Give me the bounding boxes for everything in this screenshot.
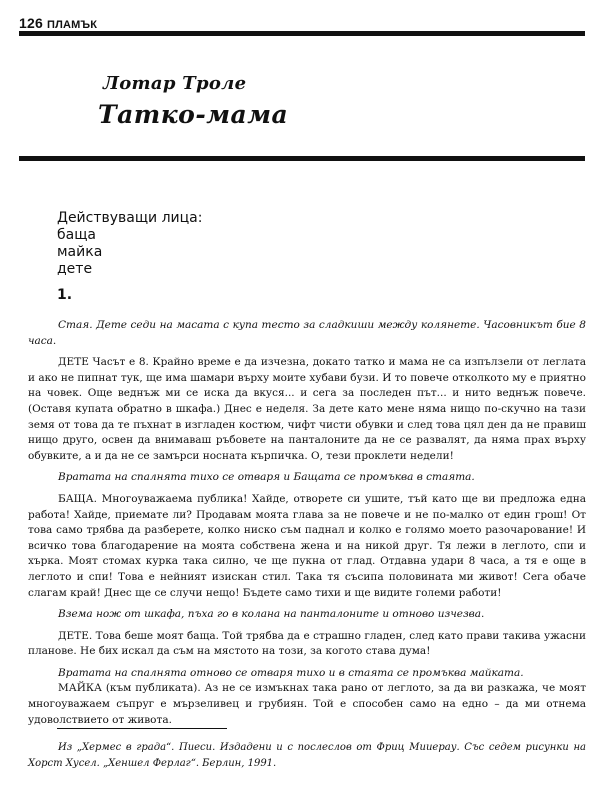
stage-direction: Вратата на спалнята отново се отваря тихо и в стаята се промъква майката. — [58, 666, 524, 679]
cast-heading: Действуващи лица: — [57, 210, 203, 226]
cast-member: баща — [57, 227, 96, 243]
play-text — [28, 318, 586, 734]
play-title: Татко-мама — [98, 100, 289, 129]
stage-direction: Взема нож от шкафа, пъха го в колана на панталоните и отново изчезва. — [58, 608, 485, 621]
footnote-rule — [57, 728, 227, 729]
scene-number: 1. — [57, 287, 73, 303]
author-name: Лотар Троле — [103, 73, 247, 94]
dialogue-paragraph: БАЩА. Многоуважаема публика! Хайде, отворете си ушите, тъй като ще ви предложа една работа! Хайде, приемате ли? Продавам моята глава за не повече и не по-малко от един грош! От това само трябва да разберете, колко ниско съм паднал и колко е голямо моето разочарование! И всичко това благодарение на моята собствена жена и на никой друг. Тя лежи в леглото, спи и хърка. Моят стомах курка така силно, че ще пукна от глад. Отдавна удари 8 часа, а тя е още в леглото и спи! Това е нейният изискан стил. Така тя съсипа половината ми живот! Сега обаче слагам край! Днес ще се случи нещо! Бъдете само тихи и ще видите големи работи! — [28, 492, 586, 599]
stage-direction: Стая. Дете седи на масата с купа тесто за сладкиши между колянете. Часовникът бие 8 часа. — [28, 319, 586, 347]
dialogue-paragraph: ДЕТЕ. Това беше моят баща. Той трябва да е страшно гладен, след като прави такива ужасни планове. Не бих искал да съм на мястото на този, за когото става дума! — [28, 629, 586, 658]
cast-list — [57, 210, 202, 278]
dialogue-paragraph: МАЙКА (към публиката). Аз не се измъкнах така рано от леглото, за да ви разкажа, че моят многоуважаем съпруг е мързеливец и грубиян. Той е способен само на едно – да ми отнема удоволствието от живота. — [28, 682, 586, 726]
page-number: 126 — [19, 15, 43, 31]
title-rule — [19, 156, 585, 161]
cast-member: майка — [57, 244, 103, 260]
source-footnote: Из „Хермес в града“. Пиеси. Издадени и с послеслов от Фриц Мииерау. Със седем рисунки на Хорст Хусел. „Хеншел Ферлаг“. Берлин, 1991. — [28, 742, 586, 769]
header-rule — [19, 31, 585, 36]
page-header — [19, 15, 97, 31]
dialogue-paragraph: ДЕТЕ Часът е 8. Крайно време е да изчезна, докато татко и мама не са изпълзели от леглата и ако не пипнат тук, ще има шамари върху моите хубави бузи. И то повече отколкото му е приятно на човек. Още веднъж ми се иска да вкуся... и сега за последен път... и нито веднъж повече. (Оставя купата обратно в шкафа.) Днес е неделя. За дете като мене няма нищо по-скучно на тази земя от това да те пъхнат в изгладен костюм, чифт чисти обувки и след това цял ден да не правиш нищо друго, освен да внимаваш ръбовете на панталоните да не се развалят, да няма прах върху обувките, а и да не се замърси носната кърпичка. О, тези проклети недели! — [28, 356, 586, 462]
magazine-name: ПЛАМЪК — [46, 19, 98, 31]
stage-direction: Вратата на спалнята тихо се отваря и Бащата се промъква в стаята. — [58, 471, 475, 484]
cast-member: дете — [57, 261, 93, 277]
